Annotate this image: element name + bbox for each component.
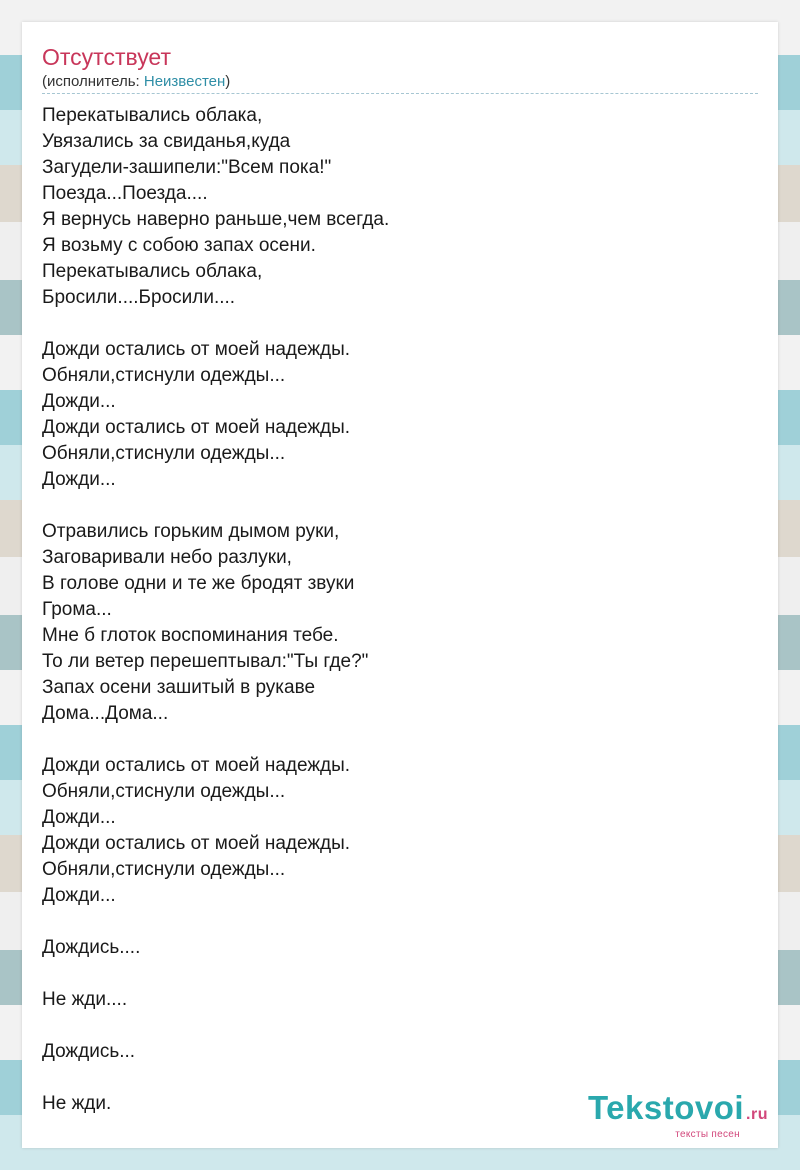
artist-link[interactable]: Неизвестен: [143, 73, 226, 90]
lyric-line: Дожди остались от моей надежды.: [42, 755, 351, 776]
lyric-line: Обняли,стиснули одежды...: [42, 781, 286, 802]
lyric-blank-line: [42, 493, 742, 519]
logo-wordmark: [588, 1091, 768, 1132]
lyric-line: Обняли,стиснули одежды...: [42, 859, 286, 880]
lyric-line: Бросили....Бросили....: [42, 287, 236, 308]
dashed-divider: [42, 93, 758, 94]
lyric-line: Дожди остались от моей надежды.: [42, 339, 351, 360]
lyric-line: Мне б глоток воспоминания тебе.: [42, 625, 339, 646]
logo-tagline: тексты песен: [675, 1129, 740, 1140]
lyric-line: Запах осени зашитый в рукаве: [42, 677, 316, 698]
lyric-blank-line: [42, 909, 742, 935]
lyric-line: Поезда...Поезда....: [42, 183, 208, 204]
site-logo[interactable]: [588, 1091, 768, 1140]
lyric-blank-line: [42, 1065, 742, 1091]
lyric-line: Я возьму с собою запах осени.: [42, 235, 316, 256]
lyric-line: Дождись....: [42, 937, 141, 958]
lyric-line: Не жди.: [42, 1093, 112, 1114]
lyric-line: Дожди...: [42, 391, 116, 412]
lyric-line: Отравились горьким дымом руки,: [42, 521, 340, 542]
song-title: Отсутствует: [42, 44, 171, 70]
lyric-line: Я вернусь наверно раньше,чем всегда.: [42, 209, 390, 230]
lyric-line: Дожди остались от моей надежды.: [42, 833, 351, 854]
artist-prefix: (исполнитель:: [42, 73, 144, 90]
lyrics-text: [42, 103, 742, 1117]
lyric-line: Дожди...: [42, 885, 116, 906]
lyric-line: Не жди....: [42, 989, 128, 1010]
lyric-line: Обняли,стиснули одежды...: [42, 365, 286, 386]
lyric-line: Дожди...: [42, 469, 116, 490]
lyric-blank-line: [42, 961, 742, 987]
logo-tld: .ru: [746, 1106, 768, 1123]
artist-line: [42, 73, 230, 91]
lyric-line: Перекатывались облака,: [42, 261, 263, 282]
lyric-blank-line: [42, 311, 742, 337]
lyric-line: Дожди остались от моей надежды.: [42, 417, 351, 438]
lyric-line: Дожди...: [42, 807, 116, 828]
lyric-blank-line: [42, 1013, 742, 1039]
logo-name: Tekstovoi: [587, 1089, 745, 1126]
lyric-line: Дома...Дома...: [42, 703, 169, 724]
lyric-line: Дождись...: [42, 1041, 136, 1062]
lyric-line: Заговаривали небо разлуки,: [42, 547, 292, 568]
lyrics-card: [22, 22, 778, 1148]
artist-suffix: ): [225, 73, 231, 90]
lyric-line: Грома...: [42, 599, 112, 620]
lyric-line: Увязались за свиданья,куда: [42, 131, 291, 152]
lyric-blank-line: [42, 727, 742, 753]
lyric-line: То ли ветер перешептывал:"Ты где?": [42, 651, 369, 672]
lyric-line: В голове одни и те же бродят звуки: [42, 573, 355, 594]
lyric-line: Загудели-зашипели:"Всем пока!": [42, 157, 332, 178]
lyric-line: Перекатывались облака,: [42, 105, 263, 126]
lyric-line: Обняли,стиснули одежды...: [42, 443, 286, 464]
